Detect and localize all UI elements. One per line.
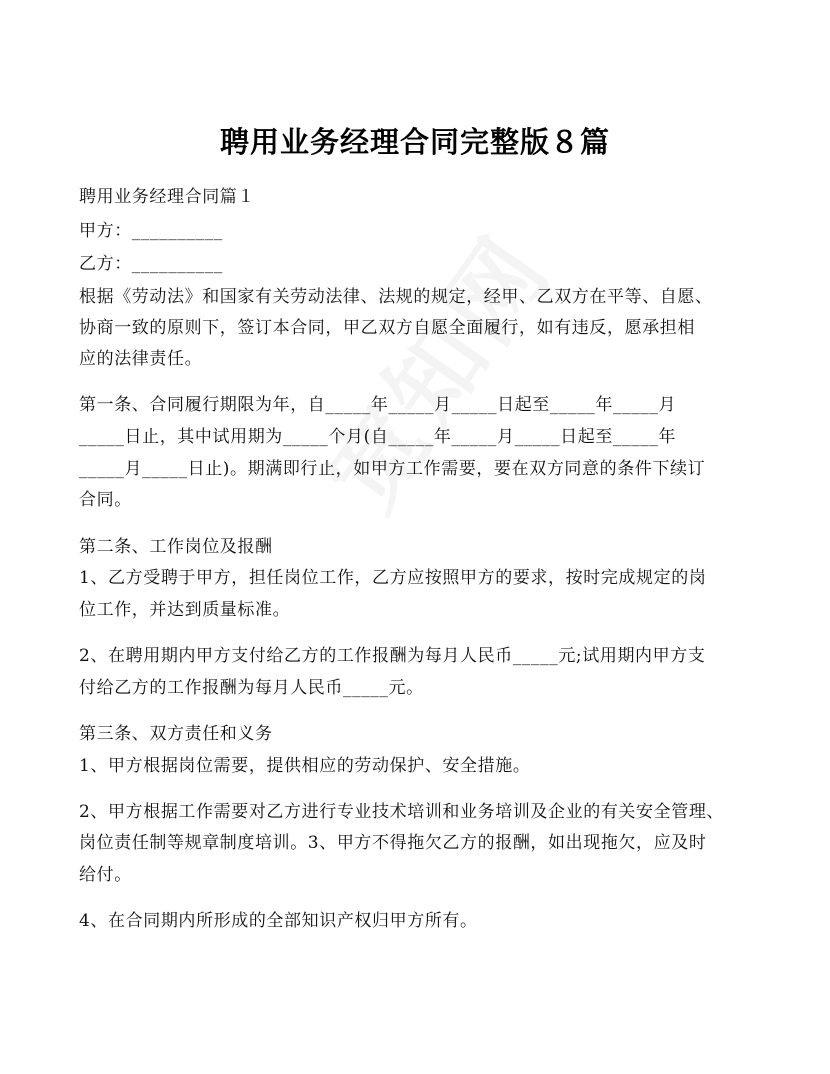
- article-heading: 第三条、双方责任和义务: [79, 724, 273, 744]
- paragraph-line: 岗位责任制等规章制度培训。3、甲方不得拖欠乙方的报酬，如出现拖欠，应及时: [79, 833, 707, 853]
- paragraph-line: 2、甲方根据工作需要对乙方进行专业技术培训和业务培训及企业的有关安全管理、: [79, 802, 725, 822]
- paragraph-line: 应的法律责任。: [79, 349, 203, 369]
- paragraph-line: 1、乙方受聘于甲方，担任岗位工作，乙方应按照甲方的要求，按时完成规定的岗: [79, 568, 707, 588]
- party-a-line: 甲方：__________: [79, 221, 223, 241]
- paragraph-line: 根据《劳动法》和国家有关劳动法律、法规的规定，经甲、乙双方在平等、自愿、: [79, 287, 713, 307]
- paragraph-line: 2、在聘用期内甲方支付给乙方的工作报酬为每月人民币_____元;试用期内甲方支: [79, 646, 706, 666]
- paragraph-line: 合同。: [79, 490, 132, 510]
- paragraph-line: 协商一致的原则下，签订本合同，甲乙双方自愿全面履行，如有违反，愿承担相: [79, 318, 695, 338]
- article-heading: 第二条、工作岗位及报酬: [79, 537, 273, 557]
- section-heading: 聘用业务经理合同篇１: [79, 187, 255, 207]
- paragraph-line: _____月_____日止)。期满即行止，如甲方工作需要，要在双方同意的条件下续订: [79, 459, 706, 479]
- paragraph-line: 付给乙方的工作报酬为每月人民币_____元。: [79, 678, 424, 698]
- paragraph-line: 位工作，并达到质量标准。: [79, 600, 291, 620]
- paragraph-line: 4、在合同期内所形成的全部知识产权归甲方所有。: [79, 911, 478, 931]
- watermark: [289, 204, 577, 533]
- paragraph-line: 第一条、合同履行期限为年，自_____年_____月_____日起至_____年_____月: [79, 395, 677, 415]
- party-b-line: 乙方：__________: [79, 254, 223, 274]
- paragraph-line: 给付。: [79, 865, 132, 885]
- paragraph-line: 1、甲方根据岗位需要，提供相应的劳动保护、安全措施。: [79, 756, 531, 776]
- document-title: 聘用业务经理合同完整版８篇: [219, 125, 610, 159]
- paragraph-line: _____日止，其中试用期为_____个月(自_____年_____月_____日起至_____年: [79, 427, 677, 447]
